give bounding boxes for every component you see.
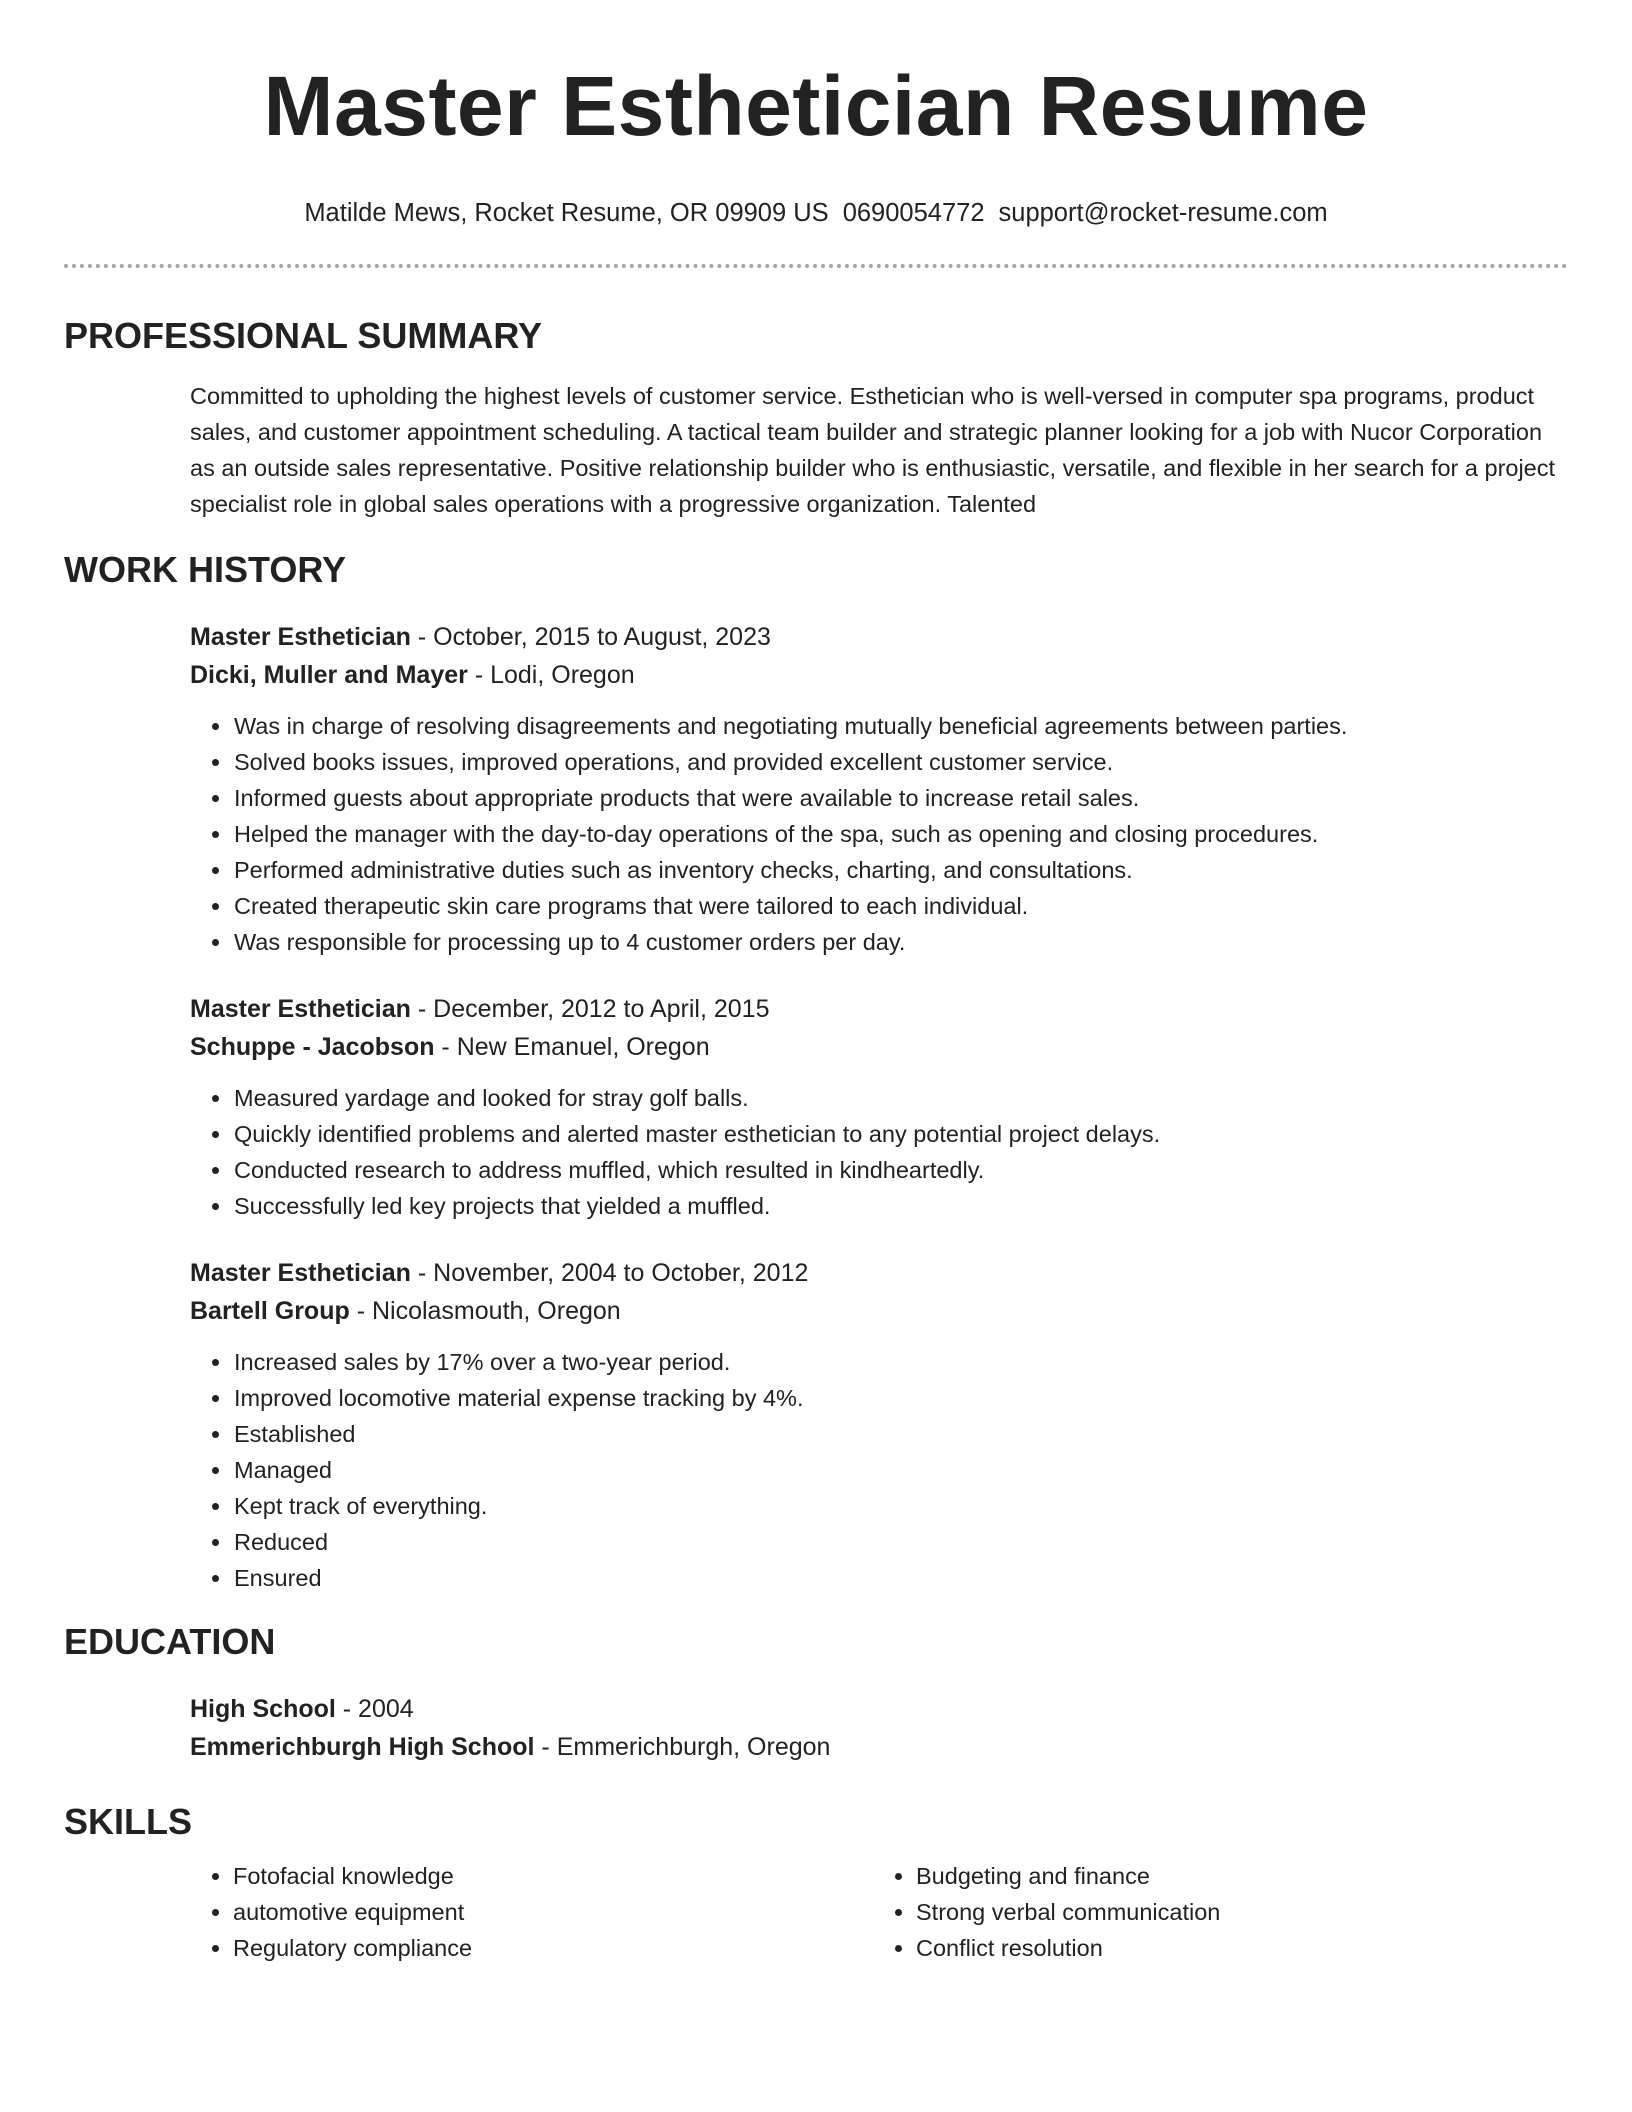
list-item: • Was responsible for processing up to 4 customer orders per day.: [233, 924, 1568, 960]
job-entry: [190, 990, 1568, 1224]
job-employer: [190, 1292, 1568, 1330]
contact-line: [64, 196, 1568, 230]
education-location: - Emmerichburgh, Oregon: [534, 1733, 831, 1761]
job-position: Master Esthetician: [190, 995, 411, 1023]
education-entry: [190, 1690, 1568, 1766]
list-item: • Helped the manager with the day-to-day operations of the spa, such as opening and closing procedures.: [233, 816, 1568, 852]
list-item: • Established: [233, 1416, 1568, 1452]
education-year: - 2004: [335, 1695, 414, 1723]
resume-title: Master Esthetician Resume: [263, 59, 1369, 153]
job-heading: [190, 618, 1568, 656]
skills-column-right: [873, 1858, 1556, 1966]
job-bullets: [190, 708, 1568, 960]
summary-text: Committed to upholding the highest levels of customer service. Esthetician who is well-versed in computer spa programs, product sales, and customer appointment scheduling. A tactical team builder and strategic planner looking for a job with Nucor Corporation as an outside sales representative. Positive relationship builder who is enthusiastic, versatile, and flexible in her search for a project specialist role in global sales operations with a progressive organization. Talented: [190, 383, 1556, 517]
section-title-education: EDUCATION: [64, 1621, 276, 1662]
job-employer: [190, 656, 1568, 694]
list-item: • Kept track of everything.: [233, 1488, 1568, 1524]
list-item: • Conducted research to address muffled, which resulted in kindheartedly.: [233, 1152, 1568, 1188]
contact-email: support@rocket-resume.com: [998, 199, 1328, 227]
skill-item: • Conflict resolution: [916, 1930, 1556, 1966]
job-company: Schuppe - Jacobson: [190, 1033, 435, 1061]
job-position: Master Esthetician: [190, 1259, 411, 1287]
skills-grid: [190, 1858, 1568, 1966]
skill-item: • automotive equipment: [233, 1894, 873, 1930]
job-dates: - December, 2012 to April, 2015: [410, 995, 770, 1023]
job-company: Dicki, Muller and Mayer: [190, 661, 468, 689]
skill-item: • Budgeting and finance: [916, 1858, 1556, 1894]
section-title-skills: SKILLS: [64, 1801, 193, 1842]
job-heading: [190, 1254, 1568, 1292]
section-title-work-history: WORK HISTORY: [64, 549, 347, 590]
skill-item: • Fotofacial knowledge: [233, 1858, 873, 1894]
skills-column-left: [190, 1858, 873, 1966]
list-item: • Managed: [233, 1452, 1568, 1488]
list-item: • Was in charge of resolving disagreements and negotiating mutually beneficial agreements between parties.: [233, 708, 1568, 744]
list-item: • Ensured: [233, 1560, 1568, 1596]
job-entry: [190, 618, 1568, 960]
contact-phone: 0690054772: [842, 199, 985, 227]
job-heading: [190, 990, 1568, 1028]
job-employer: [190, 1028, 1568, 1066]
list-item: • Performed administrative duties such as inventory checks, charting, and consultations.: [233, 852, 1568, 888]
list-item: • Successfully led key projects that yielded a muffled.: [233, 1188, 1568, 1224]
job-location: - New Emanuel, Oregon: [434, 1033, 710, 1061]
education-school: Emmerichburgh High School: [190, 1733, 535, 1761]
education-degree: High School: [190, 1695, 336, 1723]
skill-item: • Strong verbal communication: [916, 1894, 1556, 1930]
education-heading: [190, 1690, 1568, 1728]
job-dates: - October, 2015 to August, 2023: [410, 623, 771, 651]
list-item: • Increased sales by 17% over a two-year period.: [233, 1344, 1568, 1380]
job-dates: - November, 2004 to October, 2012: [410, 1259, 809, 1287]
resume-page: [64, 0, 1568, 1966]
section-title-summary: PROFESSIONAL SUMMARY: [64, 315, 543, 356]
job-bullets: [190, 1344, 1568, 1596]
skill-item: • Regulatory compliance: [233, 1930, 873, 1966]
job-location: - Lodi, Oregon: [467, 661, 635, 689]
job-company: Bartell Group: [190, 1297, 350, 1325]
list-item: • Solved books issues, improved operations, and provided excellent customer service.: [233, 744, 1568, 780]
list-item: • Measured yardage and looked for stray golf balls.: [233, 1080, 1568, 1116]
list-item: • Quickly identified problems and alerted master esthetician to any potential project delays.: [233, 1116, 1568, 1152]
job-position: Master Esthetician: [190, 623, 411, 651]
list-item: • Reduced: [233, 1524, 1568, 1560]
header-divider: [64, 264, 1568, 268]
list-item: • Created therapeutic skin care programs that were tailored to each individual.: [233, 888, 1568, 924]
list-item: • Informed guests about appropriate products that were available to increase retail sales.: [233, 780, 1568, 816]
list-item: • Improved locomotive material expense tracking by 4%.: [233, 1380, 1568, 1416]
job-bullets: [190, 1080, 1568, 1224]
education-institution: [190, 1728, 1568, 1766]
contact-address: Matilde Mews, Rocket Resume, OR 09909 US: [304, 199, 829, 227]
job-location: - Nicolasmouth, Oregon: [349, 1297, 621, 1325]
job-entry: [190, 1254, 1568, 1596]
